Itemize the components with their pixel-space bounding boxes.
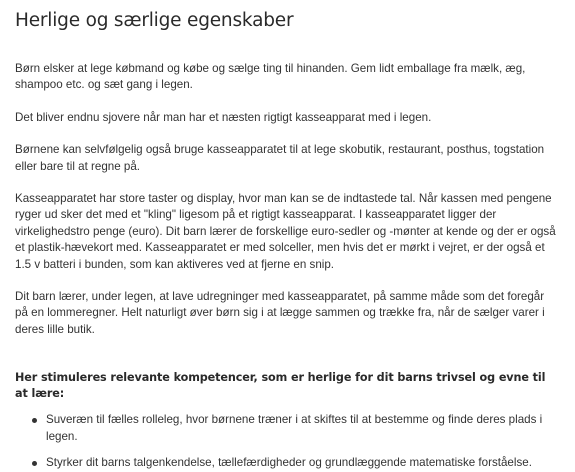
- competences-heading: Her stimuleres relevante kompetencer, som er herlige for dit barns trivsel og evne til at lære:: [15, 371, 546, 401]
- competences-list: [15, 412, 559, 471]
- list-item: [36, 412, 559, 445]
- list-item: [36, 455, 559, 471]
- list-item-text: Styrker dit barns talgenkendelse, tællefærdigheder og grundlæggende matematiske forståelse.: [46, 456, 532, 470]
- bullet-icon: [32, 461, 37, 466]
- section-title: Herlige og særlige egenskaber: [15, 10, 294, 31]
- paragraph-intro: Børn elsker at lege købmand og købe og sælge ting til hinanden. Gem lidt emballage fra mælk, æg, shampoo etc. og sæt gang i legen.: [15, 62, 526, 92]
- list-item-text: Suveræn til fælles rolleleg, hvor børnene træner i at skiftes til at bestemme og finde deres plads i legen.: [46, 413, 543, 443]
- paragraph-features: Kasseapparatet har store taster og display, hvor man kan se de indtastede tal. Når kassen med pengene ryger ud sker det med et "kling" ligesom på et rigtigt kasseapparat. I kasseapparatet ligger der virkelighedstro penge (euro). Dit barn lærer de forskellige euro-sedler og -mønter at kende og der er også et plastik-hævekort med. Kasseapparatet er med solceller, men hvis det er mørkt i vejret, er der også et 1.5 v batteri i bunden, som kan aktiveres ved at fjerne en snip.: [15, 192, 556, 271]
- paragraph-uses: Børnene kan selvfølgelig også bruge kasseapparatet til at lege skobutik, restaurant, posthus, togstation eller bare til at regne på.: [15, 143, 545, 173]
- bullet-icon: [32, 418, 37, 423]
- paragraph-fun: Det bliver endnu sjovere når man har et næsten rigtigt kasseapparat med i legen.: [15, 110, 432, 124]
- paragraph-learning: Dit barn lærer, under legen, at lave udregninger med kasseapparatet, på samme måde som det foregår på en lommeregner. Helt naturligt øver børn sig i at lægge sammen og trække fra, når de sælger varer i deres lille butik.: [15, 290, 545, 336]
